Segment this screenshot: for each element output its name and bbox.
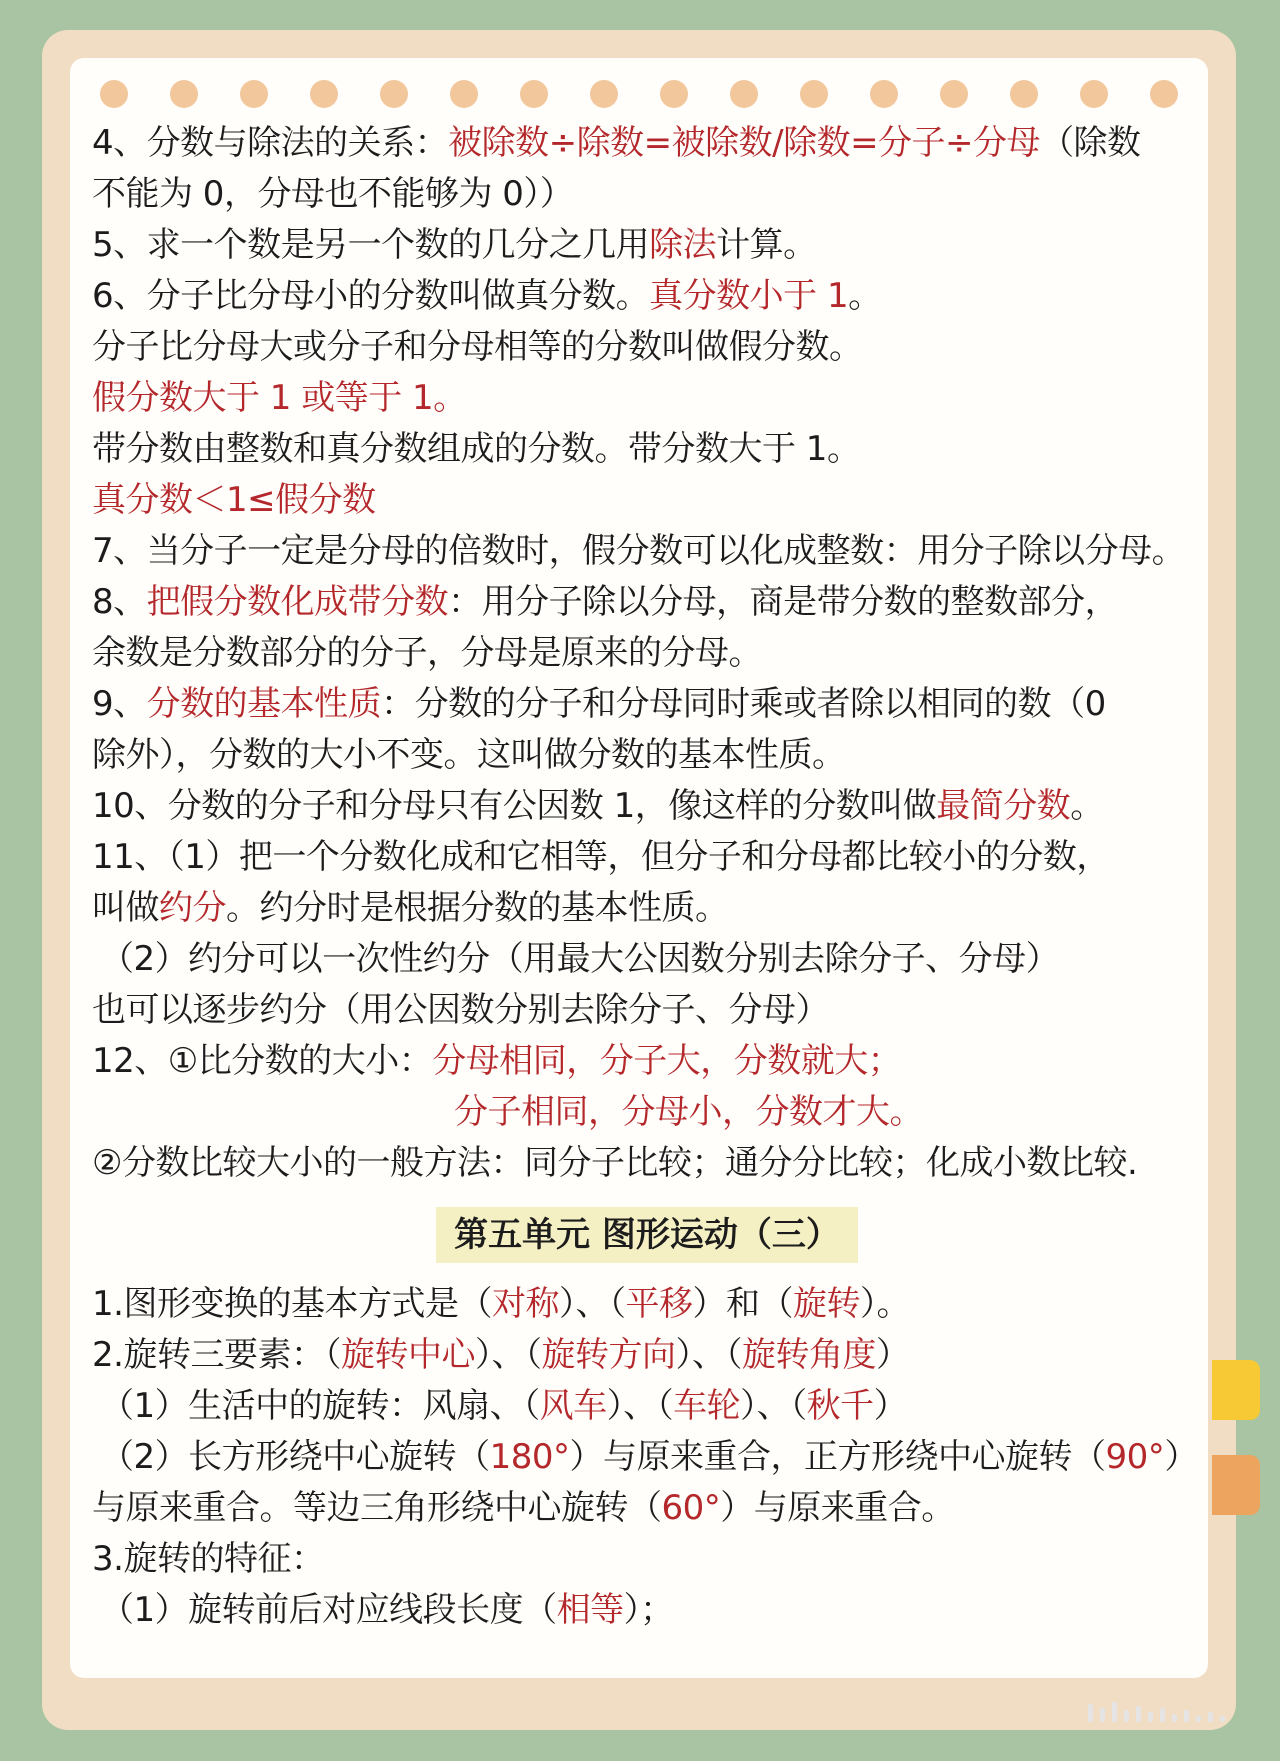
watermark-bar xyxy=(1136,1706,1141,1722)
text-segment: ） xyxy=(873,1386,908,1426)
text-segment: ）与原来重合。 xyxy=(720,1488,955,1528)
text-segment: 3.旋转的特征： xyxy=(92,1539,325,1579)
text-segment: 。约分时是根据分数的基本性质。 xyxy=(226,888,729,928)
watermark-bar xyxy=(1172,1714,1177,1722)
unit-heading xyxy=(92,1207,1202,1273)
text-line xyxy=(92,1279,1202,1330)
watermark-bar xyxy=(1220,1716,1225,1722)
text-segment: 带分数由整数和真分数组成的分数。带分数大于 1。 xyxy=(92,429,861,469)
highlight-text: 最简分数 xyxy=(936,786,1071,826)
highlight-text: 风车 xyxy=(539,1386,607,1426)
yellow-tab xyxy=(1212,1360,1260,1420)
binder-hole xyxy=(1080,80,1108,108)
text-line xyxy=(92,1432,1202,1483)
text-line xyxy=(92,1036,1202,1087)
highlight-text: 真分数小于 1 xyxy=(649,276,849,316)
text-segment: ）、（ xyxy=(474,1335,542,1375)
text-segment: 与原来重合。等边三角形绕中心旋转（ xyxy=(92,1488,662,1528)
highlight-text: 相等 xyxy=(556,1590,624,1630)
text-segment: 4、分数与除法的关系： xyxy=(92,123,449,163)
text-segment: ：分数的分子和分母同时乘或者除以相同的数（0 xyxy=(381,684,1106,724)
fractions-section xyxy=(92,118,1202,1189)
binder-hole xyxy=(730,80,758,108)
text-line xyxy=(92,220,1202,271)
watermark-bar xyxy=(1208,1712,1213,1722)
text-segment: 12、①比分数的大小： xyxy=(92,1041,433,1081)
binder-hole xyxy=(240,80,268,108)
text-segment: 余数是分数部分的分子，分母是原来的分母。 xyxy=(92,633,762,673)
text-segment: ）、（ xyxy=(675,1335,742,1375)
binder-hole xyxy=(310,80,338,108)
text-segment: （1）生活中的旋转：风扇、（ xyxy=(100,1386,540,1426)
highlight-text: 假分数大于 1 或等于 1。 xyxy=(92,378,467,418)
text-line xyxy=(92,526,1202,577)
text-line xyxy=(92,832,1202,883)
binder-hole xyxy=(520,80,548,108)
text-segment: 不能为 0，分母也不能够为 0）） xyxy=(92,174,574,214)
text-segment: ）和（ xyxy=(692,1284,793,1324)
text-segment: ）、（ xyxy=(558,1284,626,1324)
text-line xyxy=(92,1483,1202,1534)
text-segment: （2）长方形绕中心旋转（ xyxy=(100,1437,490,1477)
text-segment: 9、 xyxy=(92,684,147,724)
text-line xyxy=(92,1330,1202,1381)
text-segment: 11、（1）把一个分数化成和它相等，但分子和分母都比较小的分数， xyxy=(92,837,1110,877)
text-line xyxy=(92,934,1202,985)
highlight-text: 旋转角度 xyxy=(741,1335,876,1375)
text-segment: 1.图形变换的基本方式是（ xyxy=(92,1284,492,1324)
binder-hole xyxy=(170,80,198,108)
binder-hole xyxy=(590,80,618,108)
highlight-text: 把假分数化成带分数 xyxy=(146,582,449,622)
text-line xyxy=(92,1534,1202,1585)
text-segment: 7、当分子一定是分母的倍数时，假分数可以化成整数：用分子除以分母。 xyxy=(92,531,1186,571)
binder-hole xyxy=(940,80,968,108)
watermark-bar xyxy=(1112,1702,1117,1722)
binder-hole xyxy=(800,80,828,108)
text-line xyxy=(92,1138,1202,1189)
text-line xyxy=(92,475,1202,526)
watermark-bar xyxy=(1100,1708,1105,1722)
text-line xyxy=(92,577,1202,628)
text-line xyxy=(92,679,1202,730)
watermark-bar xyxy=(1160,1708,1165,1722)
text-line xyxy=(92,424,1202,475)
text-segment: 分子比分母大或分子和分母相等的分数叫做假分数。 xyxy=(92,327,863,367)
binder-hole xyxy=(100,80,128,108)
highlight-text: 旋转方向 xyxy=(541,1335,676,1375)
highlight-text: 分数的基本性质 xyxy=(146,684,382,724)
highlight-text: 分母相同，分子大，分数就大； xyxy=(432,1041,902,1081)
text-segment: ）； xyxy=(623,1590,674,1630)
text-line xyxy=(92,1585,1202,1636)
highlight-text: 平移 xyxy=(625,1284,693,1324)
orange-tab xyxy=(1212,1455,1260,1515)
text-segment: 也可以逐步约分（用公因数分别去除分子、分母） xyxy=(92,990,829,1030)
binder-holes xyxy=(100,80,1180,108)
watermark-bar xyxy=(1148,1712,1153,1722)
text-segment: 。 xyxy=(1070,786,1104,826)
highlight-text: 被除数÷除数=被除数/除数=分子÷分母 xyxy=(448,123,1041,163)
text-segment: ） xyxy=(875,1335,910,1375)
text-segment: （2）约分可以一次性约分（用最大公因数分别去除分子、分母） xyxy=(100,939,1060,979)
text-line xyxy=(92,883,1202,934)
text-line xyxy=(92,781,1202,832)
highlight-text: 对称 xyxy=(491,1284,559,1324)
text-segment: 。 xyxy=(848,276,882,316)
text-line xyxy=(92,628,1202,679)
highlight-text: 真分数＜1≤假分数 xyxy=(92,480,376,520)
text-segment: ）与原来重合，正方形绕中心旋转（ xyxy=(569,1437,1106,1477)
text-segment: ：用分子除以分母，商是带分数的整数部分， xyxy=(448,582,1119,622)
text-line xyxy=(92,1381,1202,1432)
text-segment: 2.旋转三要素：（ xyxy=(92,1335,341,1375)
text-segment: 10、分数的分子和分母只有公因数 1，像这样的分数叫做 xyxy=(92,786,937,826)
text-line xyxy=(92,271,1202,322)
highlight-text: 车轮 xyxy=(673,1386,741,1426)
text-segment: 8、 xyxy=(92,582,147,622)
rotation-section xyxy=(92,1279,1202,1636)
binder-hole xyxy=(870,80,898,108)
text-line xyxy=(92,985,1202,1036)
text-segment: 6、分子比分母小的分数叫做真分数。 xyxy=(92,276,650,316)
highlight-text: 除法 xyxy=(649,225,717,265)
text-segment: （1）旋转前后对应线段长度（ xyxy=(100,1590,557,1630)
text-segment: 叫做 xyxy=(92,888,159,928)
watermark-bar xyxy=(1124,1710,1129,1722)
binder-hole xyxy=(450,80,478,108)
text-segment: ）、（ xyxy=(740,1386,807,1426)
text-line xyxy=(92,1087,1202,1138)
text-line xyxy=(92,322,1202,373)
text-segment: 除外），分数的大小不变。这叫做分数的基本性质。 xyxy=(92,735,846,775)
highlight-text: 分子相同，分母小，分数才大。 xyxy=(454,1092,923,1132)
highlight-text: 秋千 xyxy=(806,1386,874,1426)
text-segment: ）、（ xyxy=(606,1386,674,1426)
text-line xyxy=(92,169,1202,220)
text-segment: ）。 xyxy=(859,1284,910,1324)
watermark-bars-icon xyxy=(1088,1700,1248,1722)
text-line xyxy=(92,118,1202,169)
text-segment: 计算。 xyxy=(716,225,817,265)
watermark-bar xyxy=(1196,1716,1201,1722)
text-segment: 5、求一个数是另一个数的几分之几用 xyxy=(92,225,650,265)
text-line xyxy=(92,730,1202,781)
text-segment: ②分数比较大小的一般方法：同分子比较；通分分比较；化成小数比较. xyxy=(92,1143,1138,1183)
binder-hole xyxy=(660,80,688,108)
watermark-bar xyxy=(1088,1704,1093,1722)
highlight-text: 旋转 xyxy=(792,1284,860,1324)
highlight-text: 90° xyxy=(1105,1437,1165,1477)
highlight-text: 180° xyxy=(489,1437,570,1477)
binder-hole xyxy=(380,80,408,108)
watermark-bar xyxy=(1184,1710,1189,1722)
notes-content xyxy=(92,118,1202,1636)
binder-hole xyxy=(1150,80,1178,108)
text-segment: （除数 xyxy=(1040,123,1141,163)
unit-title: 第五单元 图形运动（三） xyxy=(436,1207,858,1263)
text-line xyxy=(92,373,1202,424)
highlight-text: 约分 xyxy=(159,888,226,928)
text-segment: ） xyxy=(1164,1437,1198,1477)
highlight-text: 旋转中心 xyxy=(340,1335,475,1375)
highlight-text: 60° xyxy=(661,1488,721,1528)
binder-hole xyxy=(1010,80,1038,108)
